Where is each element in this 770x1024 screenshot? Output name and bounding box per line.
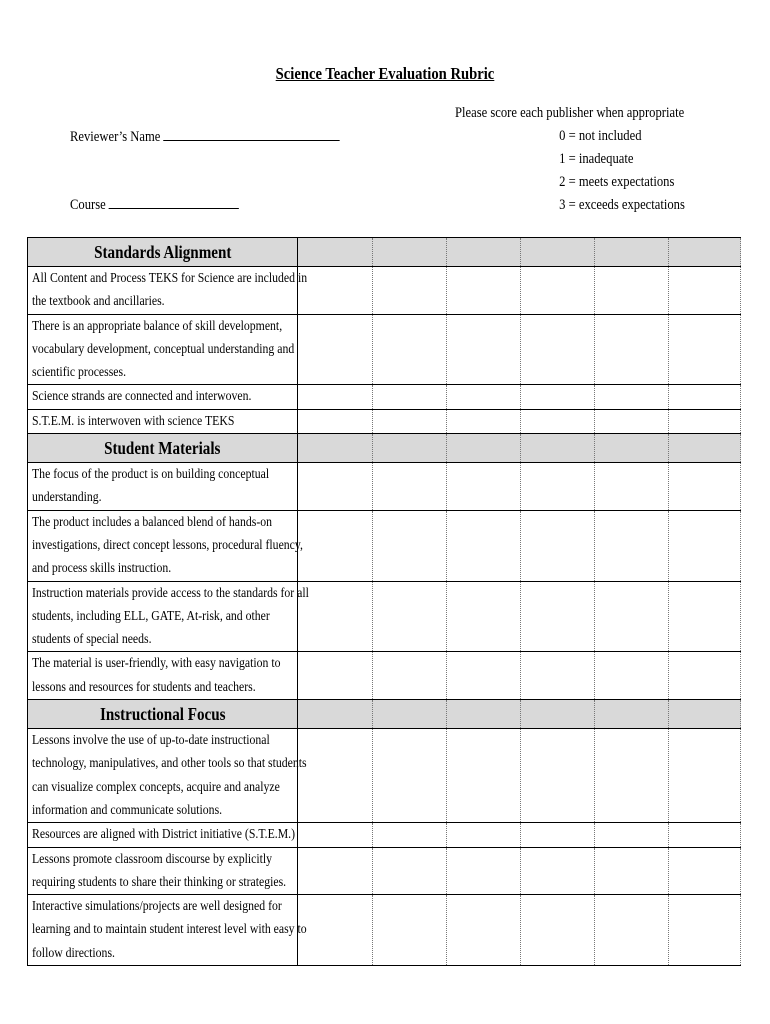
criterion-text: All Content and Process TEKS for Science are included in the textbook and ancillaries.: [32, 271, 308, 310]
criterion-cell: [28, 729, 307, 823]
score-cell[interactable]: [447, 314, 521, 385]
criterion-row: [28, 267, 741, 315]
section-header-row: [28, 238, 741, 267]
section-score-cell: [373, 238, 447, 267]
score-cell[interactable]: [595, 823, 669, 847]
section-score-cell: [595, 434, 669, 463]
score-cell[interactable]: [521, 385, 595, 409]
criterion-row: [28, 581, 741, 652]
criterion-row: [28, 895, 741, 966]
section-score-cell: [298, 238, 373, 267]
score-cell[interactable]: [669, 847, 741, 895]
section-title-text: Standards Alignment: [93, 242, 232, 262]
score-cell[interactable]: [521, 409, 595, 433]
section-score-cell: [447, 700, 521, 729]
criterion-cell: [28, 267, 308, 315]
scoring-scale-item: 1 = inadequate: [559, 151, 634, 167]
criterion-cell: [28, 652, 298, 700]
score-cell[interactable]: [521, 847, 595, 895]
score-cell[interactable]: [373, 652, 447, 700]
criterion-text: The focus of the product is on building conceptual understanding.: [32, 467, 270, 506]
section-title: [28, 238, 298, 267]
score-cell[interactable]: [373, 729, 447, 823]
page-title: Science Teacher Evaluation Rubric: [275, 64, 495, 83]
criterion-row: [28, 729, 741, 823]
criterion-text: Lessons promote classroom discourse by explicitly requiring students to share their thinking or strategies.: [32, 851, 287, 890]
section-score-cell: [521, 238, 595, 267]
criterion-text: Lessons involve the use of up-to-date instructional technology, manipulatives, and other tools so that students can visualize complex concepts, acquire and analyze information and communicate solutions.: [32, 733, 307, 818]
score-cell[interactable]: [595, 510, 669, 581]
score-cell[interactable]: [669, 895, 741, 966]
score-cell[interactable]: [595, 652, 669, 700]
score-cell[interactable]: [669, 314, 741, 385]
score-cell[interactable]: [669, 510, 741, 581]
score-cell[interactable]: [373, 510, 447, 581]
score-cell[interactable]: [373, 267, 447, 315]
section-title: [28, 700, 298, 729]
criterion-text: Interactive simulations/projects are well designed for learning and to maintain student interest level with easy to follow directions.: [32, 899, 307, 961]
score-cell[interactable]: [669, 267, 741, 315]
score-cell[interactable]: [447, 847, 521, 895]
score-cell[interactable]: [373, 823, 447, 847]
criterion-cell: [28, 385, 298, 409]
score-cell[interactable]: [521, 895, 595, 966]
score-cell[interactable]: [669, 652, 741, 700]
section-score-cell: [298, 700, 373, 729]
score-cell[interactable]: [447, 267, 521, 315]
criterion-row: [28, 385, 741, 409]
score-cell[interactable]: [447, 385, 521, 409]
score-cell[interactable]: [595, 847, 669, 895]
score-cell[interactable]: [447, 823, 521, 847]
criterion-row: [28, 652, 741, 700]
criterion-row: [28, 409, 741, 433]
score-cell[interactable]: [521, 652, 595, 700]
section-header-row: [28, 434, 741, 463]
section-score-cell: [373, 434, 447, 463]
score-cell[interactable]: [521, 510, 595, 581]
score-cell[interactable]: [447, 729, 521, 823]
section-header-row: [28, 700, 741, 729]
section-score-cell: [447, 434, 521, 463]
criterion-text: Resources are aligned with District initiative (S.T.E.M.): [32, 827, 296, 843]
score-cell[interactable]: [521, 729, 595, 823]
scoring-key: [455, 102, 685, 217]
section-score-cell: [298, 434, 373, 463]
score-cell[interactable]: [595, 314, 669, 385]
section-score-cell: [373, 700, 447, 729]
score-cell[interactable]: [447, 510, 521, 581]
score-cell[interactable]: [373, 385, 447, 409]
score-cell[interactable]: [373, 314, 447, 385]
section-score-cell: [521, 434, 595, 463]
course-line: [70, 194, 239, 214]
criterion-cell: [28, 581, 309, 652]
score-cell[interactable]: [669, 581, 741, 652]
criterion-cell: [28, 314, 298, 385]
score-cell[interactable]: [669, 409, 741, 433]
section-score-cell: [447, 238, 521, 267]
criterion-cell: [28, 510, 303, 581]
score-cell[interactable]: [669, 729, 741, 823]
score-cell[interactable]: [447, 463, 521, 511]
score-cell[interactable]: [595, 267, 669, 315]
section-score-cell: [595, 700, 669, 729]
criterion-text: Instruction materials provide access to the standards for all students, including ELL, GATE, At-risk, and other students of special needs.: [32, 585, 309, 648]
section-title-text: Student Materials: [104, 438, 221, 459]
score-cell[interactable]: [595, 385, 669, 409]
reviewer-name-field[interactable]: [164, 126, 340, 141]
score-cell[interactable]: [595, 463, 669, 511]
score-cell[interactable]: [521, 314, 595, 385]
score-cell[interactable]: [669, 463, 741, 511]
criterion-row: [28, 847, 741, 895]
criterion-text: S.T.E.M. is interwoven with science TEKS: [32, 413, 235, 429]
criterion-cell: [28, 409, 298, 433]
criterion-row: [28, 510, 741, 581]
section-score-cell: [669, 238, 741, 267]
section-score-cell: [595, 238, 669, 267]
scoring-instruction: Please score each publisher when appropriate: [455, 105, 685, 121]
score-cell[interactable]: [595, 895, 669, 966]
score-cell[interactable]: [669, 823, 741, 847]
reviewer-name-label: Reviewer’s Name: [70, 129, 161, 145]
criterion-text: The product includes a balanced blend of hands-on investigations, direct concept lessons, procedural fluency, and process skills instruction.: [32, 514, 303, 577]
score-cell[interactable]: [521, 267, 595, 315]
score-cell[interactable]: [521, 581, 595, 652]
score-cell[interactable]: [447, 895, 521, 966]
score-cell[interactable]: [595, 409, 669, 433]
section-score-cell: [669, 700, 741, 729]
rubric-table: [27, 237, 741, 966]
scoring-scale-item: 2 = meets expectations: [559, 174, 675, 190]
criterion-row: [28, 463, 741, 511]
score-cell[interactable]: [373, 409, 447, 433]
criterion-row: [28, 823, 741, 847]
criterion-cell: [28, 847, 298, 895]
score-cell[interactable]: [447, 409, 521, 433]
course-field[interactable]: [109, 194, 239, 209]
score-cell[interactable]: [373, 581, 447, 652]
criterion-row: [28, 314, 741, 385]
section-score-cell: [669, 434, 741, 463]
section-title-text: Instructional Focus: [99, 704, 226, 725]
scoring-scale-item: 3 = exceeds expectations: [559, 197, 685, 213]
section-score-cell: [521, 700, 595, 729]
criterion-cell: [28, 463, 298, 511]
criterion-text: The material is user-friendly, with easy navigation to lessons and resources for students and teachers.: [32, 656, 281, 695]
criterion-text: There is an appropriate balance of skill development, vocabulary development, conceptual understanding and scientific processes.: [32, 318, 295, 381]
score-cell[interactable]: [373, 847, 447, 895]
score-cell[interactable]: [595, 581, 669, 652]
criterion-cell: [28, 823, 298, 847]
criterion-cell: [28, 895, 307, 966]
score-cell[interactable]: [373, 463, 447, 511]
criterion-text: Science strands are connected and interwoven.: [32, 389, 252, 405]
score-cell[interactable]: [521, 823, 595, 847]
section-title: [28, 434, 298, 463]
score-cell[interactable]: [447, 652, 521, 700]
scoring-scale-item: 0 = not included: [559, 128, 642, 144]
score-cell[interactable]: [373, 895, 447, 966]
score-cell[interactable]: [595, 729, 669, 823]
score-cell[interactable]: [447, 581, 521, 652]
score-cell[interactable]: [521, 463, 595, 511]
course-label: Course: [70, 197, 106, 213]
reviewer-name-line: [70, 126, 340, 146]
score-cell[interactable]: [669, 385, 741, 409]
